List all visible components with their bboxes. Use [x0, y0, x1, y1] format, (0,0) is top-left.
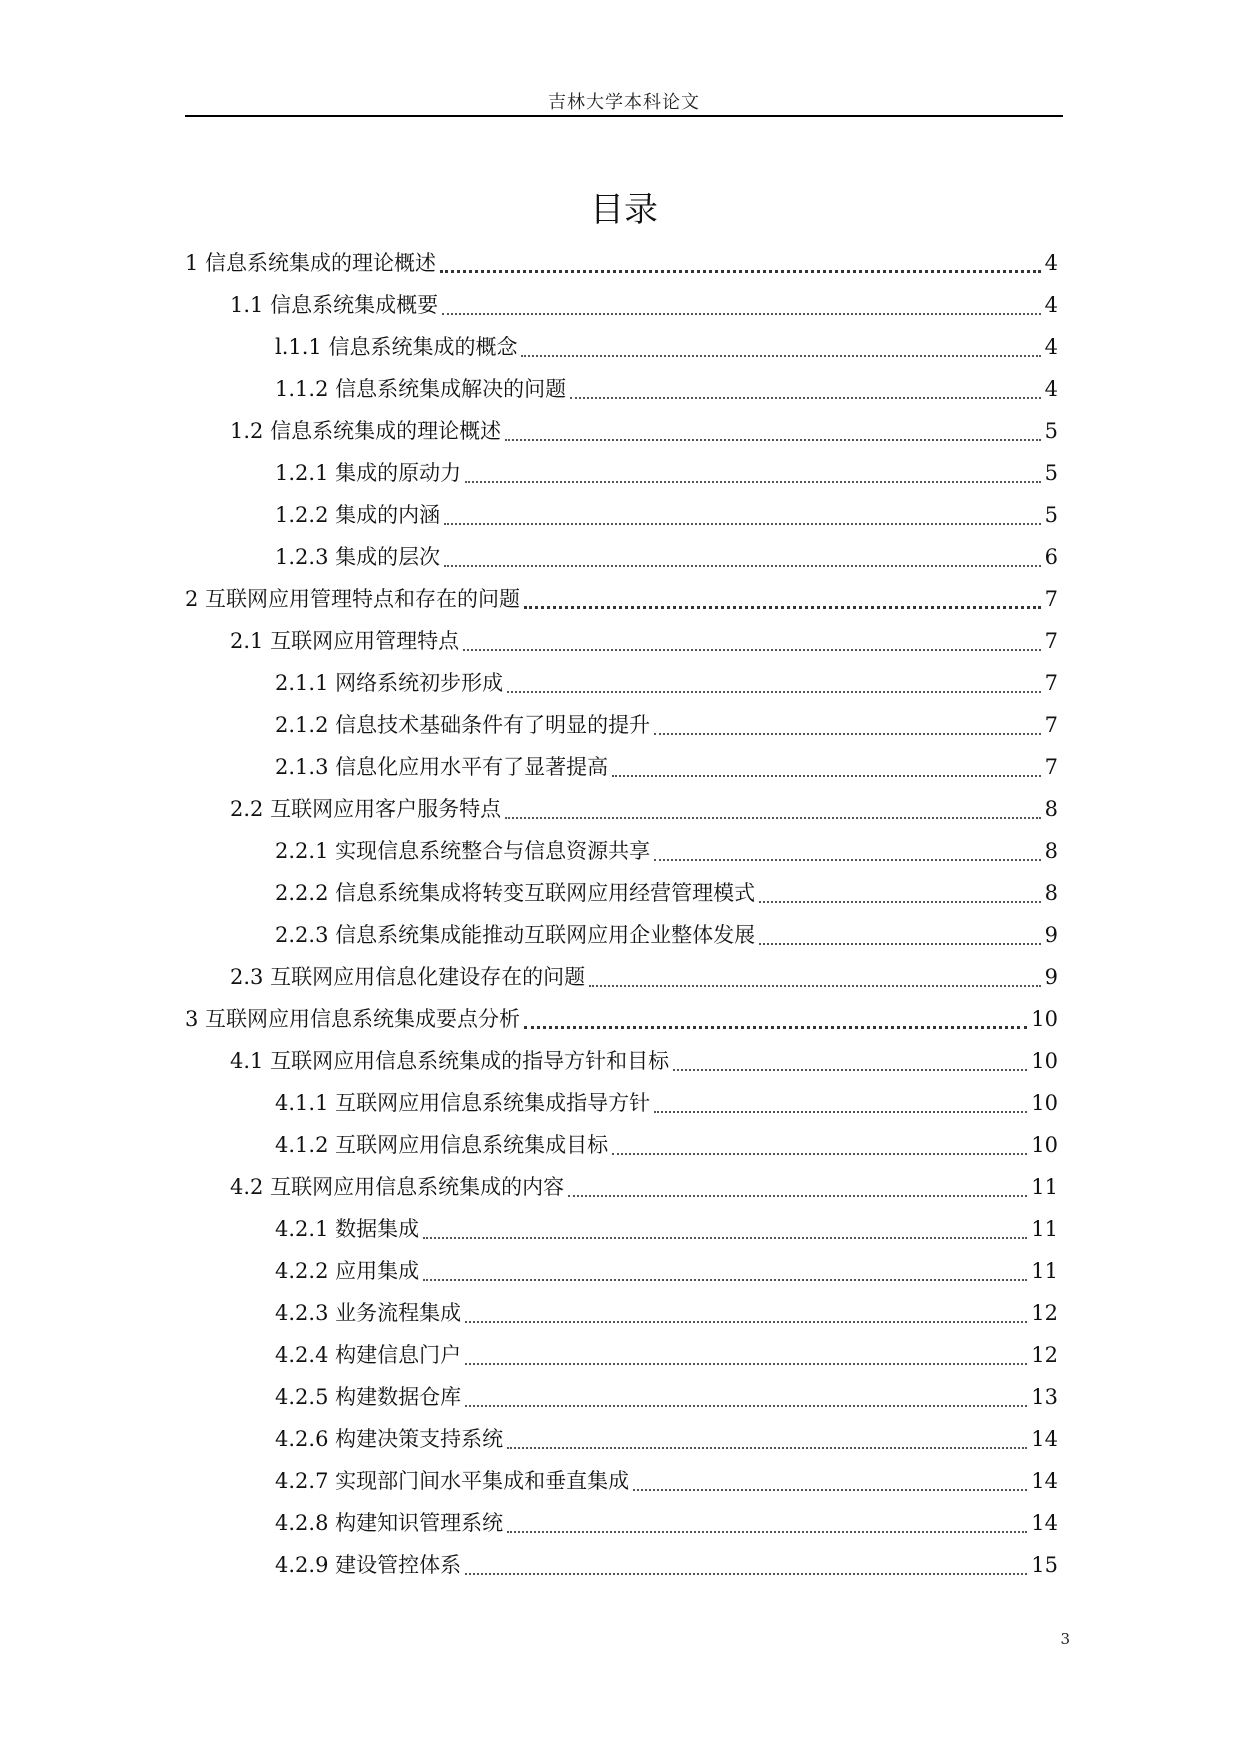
toc-entry-label: 4.1.2 互联网应用信息系统集成目标: [275, 1133, 609, 1157]
toc-entry-label: 2.2.2 信息系统集成将转变互联网应用经营管理模式: [275, 881, 756, 905]
toc-entry-label: 2.1.3 信息化应用水平有了显著提高: [275, 755, 609, 779]
toc-dot-leader: [524, 1025, 1027, 1029]
toc-entry-label: 1.2 信息系统集成的理论概述: [230, 419, 502, 443]
toc-entry-page: 8: [1044, 881, 1058, 905]
toc-entry-page: 15: [1031, 1553, 1058, 1577]
toc-entry-page: 14: [1031, 1511, 1058, 1535]
toc-entry-page: 5: [1044, 419, 1058, 443]
toc-entry[interactable]: [185, 1544, 1058, 1586]
toc-entry[interactable]: [185, 1082, 1058, 1124]
toc-dot-leader: [505, 438, 1041, 441]
toc-entry[interactable]: [185, 494, 1058, 536]
toc-entry-label: 4.2.2 应用集成: [275, 1259, 420, 1283]
toc-entry-label: 2.1.2 信息技术基础条件有了明显的提升: [275, 713, 651, 737]
toc-dot-leader: [505, 816, 1041, 819]
toc-entry-page: 11: [1031, 1259, 1058, 1283]
toc-entry-label: 1.1 信息系统集成概要: [230, 293, 439, 317]
toc-entry[interactable]: [185, 1460, 1058, 1502]
toc-dot-leader: [654, 858, 1041, 861]
toc-entry-label: 4.2 互联网应用信息系统集成的内容: [230, 1175, 565, 1199]
toc-entry[interactable]: [185, 1166, 1058, 1208]
toc-entry-page: 5: [1044, 503, 1058, 527]
page-number: 3: [1060, 1630, 1070, 1648]
toc-dot-leader: [465, 1320, 1027, 1323]
toc-entry-page: 10: [1031, 1007, 1058, 1031]
toc-entry-label: 4.2.7 实现部门间水平集成和垂直集成: [275, 1469, 630, 1493]
toc-dot-leader: [507, 1446, 1027, 1449]
toc-entry-page: 7: [1044, 671, 1058, 695]
toc-entry-label: 2.2.3 信息系统集成能推动互联网应用企业整体发展: [275, 923, 756, 947]
toc-dot-leader: [423, 1278, 1027, 1281]
toc-entry[interactable]: [185, 242, 1058, 284]
toc-entry-page: 10: [1031, 1133, 1058, 1157]
toc-entry-label: 2.1 互联网应用管理特点: [230, 629, 460, 653]
toc-entry-label: 2.1.1 网络系统初步形成: [275, 671, 504, 695]
toc-entry[interactable]: [185, 410, 1058, 452]
toc-dot-leader: [654, 1110, 1027, 1113]
toc-dot-leader: [442, 312, 1041, 315]
toc-entry-page: 7: [1044, 587, 1058, 611]
toc-entry-page: 8: [1044, 797, 1058, 821]
toc-entry[interactable]: [185, 620, 1058, 662]
toc-entry[interactable]: [185, 1250, 1058, 1292]
toc-entry-label: 4.1 互联网应用信息系统集成的指导方针和目标: [230, 1049, 670, 1073]
toc-entry-page: 4: [1044, 335, 1058, 359]
toc-dot-leader: [465, 1404, 1027, 1407]
toc-heading: 目录: [590, 190, 658, 230]
toc-entry-page: 11: [1031, 1175, 1058, 1199]
toc-entry[interactable]: [185, 956, 1058, 998]
toc-entry[interactable]: [185, 326, 1058, 368]
toc-entry-label: 4.2.8 构建知识管理系统: [275, 1511, 504, 1535]
toc-entry-page: 4: [1044, 377, 1058, 401]
toc-entry-label: 1.2.3 集成的层次: [275, 545, 441, 569]
header-rule: [185, 115, 1063, 117]
toc-entry-page: 12: [1031, 1301, 1058, 1325]
toc-entry-label: 4.2.5 构建数据仓库: [275, 1385, 462, 1409]
toc-dot-leader: [524, 605, 1041, 609]
toc-entry-page: 10: [1031, 1049, 1058, 1073]
toc-dot-leader: [612, 1152, 1027, 1155]
toc-entry[interactable]: [185, 1040, 1058, 1082]
toc-entry-page: 9: [1044, 923, 1058, 947]
toc-entry[interactable]: [185, 788, 1058, 830]
toc-entry-label: 2.3 互联网应用信息化建设存在的问题: [230, 965, 586, 989]
toc-entry[interactable]: [185, 914, 1058, 956]
toc-dot-leader: [465, 1572, 1027, 1575]
running-header: 吉林大学本科论文: [548, 92, 700, 113]
toc-entry-label: 4.2.6 构建决策支持系统: [275, 1427, 504, 1451]
toc-entry-label: 2.2 互联网应用客户服务特点: [230, 797, 502, 821]
toc-entry-label: 1 信息系统集成的理论概述: [185, 251, 437, 275]
toc-entry-label: 2.2.1 实现信息系统整合与信息资源共享: [275, 839, 651, 863]
toc-dot-leader: [673, 1068, 1027, 1071]
toc-entry-page: 13: [1031, 1385, 1058, 1409]
toc-entry-page: 6: [1044, 545, 1058, 569]
toc-dot-leader: [507, 1530, 1027, 1533]
toc-entry-label: 1.2.1 集成的原动力: [275, 461, 462, 485]
toc-dot-leader: [507, 690, 1041, 693]
toc-entry-label: 4.2.1 数据集成: [275, 1217, 420, 1241]
toc-dot-leader: [759, 900, 1041, 903]
toc-entry-label: 4.2.9 建设管控体系: [275, 1553, 462, 1577]
toc-entry[interactable]: [185, 284, 1058, 326]
toc-dot-leader: [465, 480, 1041, 483]
toc-entry[interactable]: [185, 1124, 1058, 1166]
toc-dot-leader: [463, 648, 1041, 651]
toc-dot-leader: [440, 269, 1041, 273]
toc-entry[interactable]: [185, 578, 1058, 620]
toc-entry[interactable]: [185, 1334, 1058, 1376]
toc-dot-leader: [521, 354, 1040, 357]
toc-entry-page: 4: [1044, 251, 1058, 275]
toc-dot-leader: [654, 732, 1041, 735]
toc-entry-page: 4: [1044, 293, 1058, 317]
toc-entry-page: 7: [1044, 713, 1058, 737]
toc-entry-label: 4.2.4 构建信息门户: [275, 1343, 462, 1367]
toc-entry[interactable]: [185, 1502, 1058, 1544]
toc-entry[interactable]: [185, 1376, 1058, 1418]
toc-dot-leader: [465, 1362, 1027, 1365]
toc-entry[interactable]: [185, 872, 1058, 914]
toc-entry[interactable]: [185, 662, 1058, 704]
toc-dot-leader: [589, 984, 1041, 987]
toc-entry-page: 10: [1031, 1091, 1058, 1115]
toc-dot-leader: [759, 942, 1041, 945]
toc-entry[interactable]: [185, 1418, 1058, 1460]
toc-dot-leader: [570, 396, 1041, 399]
toc-entry[interactable]: [185, 452, 1058, 494]
toc-entry-label: 4.2.3 业务流程集成: [275, 1301, 462, 1325]
toc-dot-leader: [444, 564, 1041, 567]
toc-entry-page: 7: [1044, 755, 1058, 779]
toc-entry[interactable]: [185, 1208, 1058, 1250]
toc-entry[interactable]: [185, 746, 1058, 788]
toc-entry-page: 8: [1044, 839, 1058, 863]
toc-dot-leader: [423, 1236, 1027, 1239]
toc-entry[interactable]: [185, 536, 1058, 578]
toc-entry-label: 1.2.2 集成的内涵: [275, 503, 441, 527]
toc-entry[interactable]: [185, 1292, 1058, 1334]
toc-entry[interactable]: [185, 830, 1058, 872]
toc-entry-label: 1.1.2 信息系统集成解决的问题: [275, 377, 567, 401]
toc-entry-label: l.1.1 信息系统集成的概念: [275, 335, 518, 359]
toc-entry-label: 3 互联网应用信息系统集成要点分析: [185, 1007, 521, 1031]
toc-dot-leader: [568, 1194, 1027, 1197]
toc-entry[interactable]: [185, 368, 1058, 410]
toc-dot-leader: [612, 774, 1041, 777]
toc-entry-page: 11: [1031, 1217, 1058, 1241]
toc-dot-leader: [633, 1488, 1027, 1491]
table-of-contents: [185, 242, 1058, 1586]
toc-entry-page: 14: [1031, 1427, 1058, 1451]
toc-entry-page: 14: [1031, 1469, 1058, 1493]
toc-dot-leader: [444, 522, 1041, 525]
toc-entry-page: 12: [1031, 1343, 1058, 1367]
toc-entry-label: 4.1.1 互联网应用信息系统集成指导方针: [275, 1091, 651, 1115]
toc-entry-page: 7: [1044, 629, 1058, 653]
toc-entry-page: 5: [1044, 461, 1058, 485]
toc-entry-label: 2 互联网应用管理特点和存在的问题: [185, 587, 521, 611]
toc-entry[interactable]: [185, 704, 1058, 746]
toc-entry-page: 9: [1044, 965, 1058, 989]
toc-entry[interactable]: [185, 998, 1058, 1040]
